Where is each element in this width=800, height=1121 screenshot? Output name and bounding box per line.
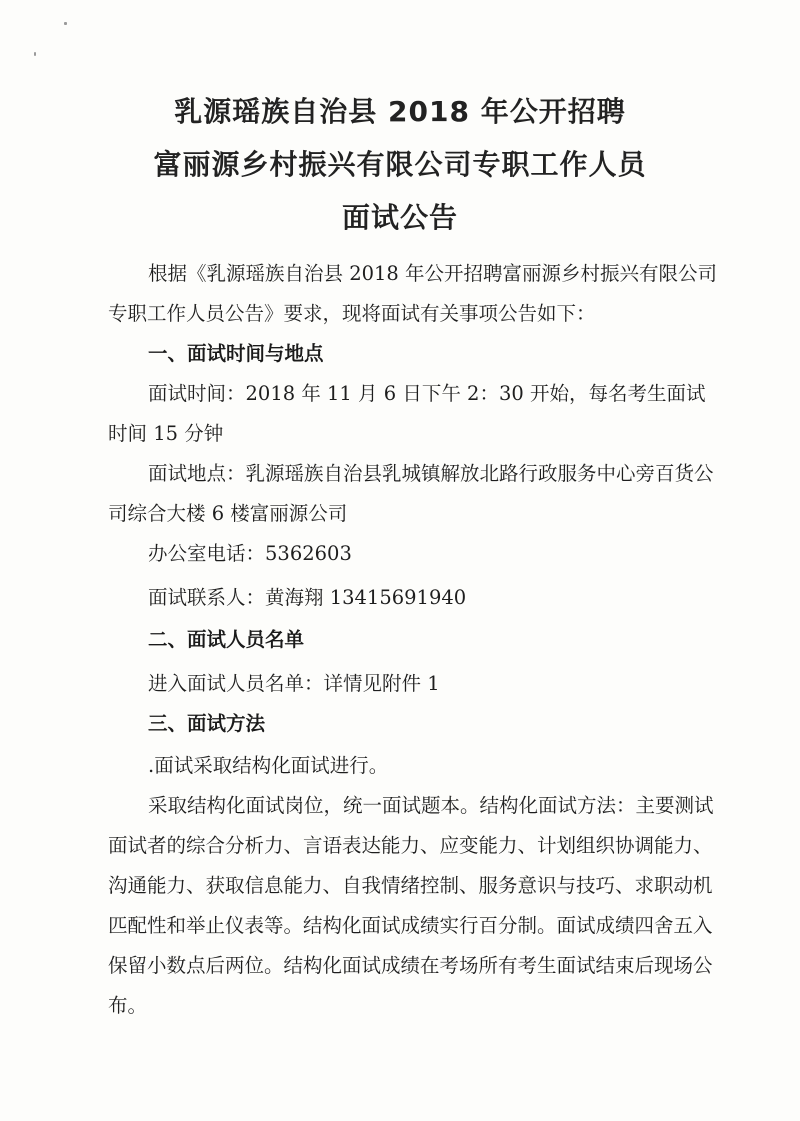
candidate-list: 进入面试人员名单：详情见附件 1 xyxy=(148,672,440,695)
office-phone: 办公室电话：5362603 xyxy=(148,542,352,565)
title-line-2: 富丽源乡村振兴有限公司专职工作人员 xyxy=(153,148,647,181)
section-1-heading: 一、面试时间与地点 xyxy=(148,342,324,365)
contact-person: 面试联系人：黄海翔 13415691940 xyxy=(148,586,467,609)
section-3-heading: 三、面试方法 xyxy=(148,712,266,735)
intro-paragraph: 根据《乳源瑶族自治县 2018 年公开招聘富丽源乡村振兴有限公司专职工作人员公告》要求，现将面试有关事项公告如下： xyxy=(108,262,718,325)
section-2-heading: 二、面试人员名单 xyxy=(148,628,305,651)
scan-speck xyxy=(64,22,67,25)
title-line-3: 面试公告 xyxy=(341,201,458,234)
method-paragraph-2: 采取结构化面试岗位，统一面试题本。结构化面试方法：主要测试面试者的综合分析力、言语表达能力、应变能力、计划组织协调能力、沟通能力、获取信息能力、自我情绪控制、服务意识与技巧、求职动机匹配性和举止仪表等。结构化面试成绩实行百分制。面试成绩四舍五入保留小数点后两位。结构化面试成绩在考场所有考生面试结束后现场公布。 xyxy=(108,794,714,1017)
scan-speck xyxy=(34,52,36,56)
interview-place: 面试地点：乳源瑶族自治县乳城镇解放北路行政服务中心旁百货公司综合大楼 6 楼富丽源公司 xyxy=(108,462,714,525)
interview-time: 面试时间：2018 年 11 月 6 日下午 2：30 开始，每名考生面试时间 15 分钟 xyxy=(108,382,706,445)
title-line-1: 乳源瑶族自治县 2018 年公开招聘 xyxy=(174,95,626,128)
method-paragraph-1: .面试采取结构化面试进行。 xyxy=(148,754,389,777)
